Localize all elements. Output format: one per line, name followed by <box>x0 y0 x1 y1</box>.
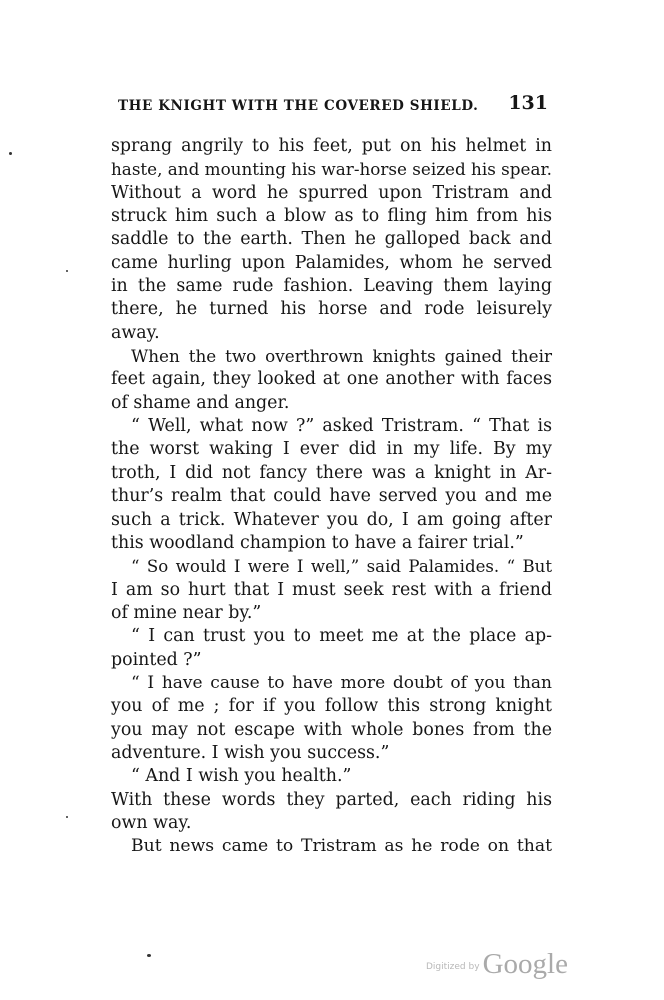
text-line: you of me ; for if you follow this strong knight <box>111 696 552 717</box>
text-line: I am so hurt that I must seek rest with a friend <box>111 579 552 600</box>
text-line: “ So would I were I well,” said Palamides. “ But <box>131 557 552 577</box>
text-line: came hurling upon Palamides, whom he served <box>111 252 552 273</box>
text-line: “ I can trust you to meet me at the place ap- <box>131 626 552 647</box>
text-line: “ Well, what now ?” asked Tristram. “ That is <box>131 416 552 437</box>
text-line: But news came to Tristram as he rode on that <box>131 836 552 857</box>
page-number: 131 <box>508 92 548 114</box>
text-line: of shame and anger. <box>111 392 290 413</box>
text-line: there, he turned his horse and rode leisurely <box>111 299 552 320</box>
running-title: THE KNIGHT WITH THE COVERED SHIELD. <box>118 98 479 114</box>
text-line: of mine near by.” <box>111 602 262 623</box>
scan-speck <box>66 816 68 818</box>
text-line: away. <box>111 322 160 343</box>
watermark-brand: Google <box>482 948 568 980</box>
text-line: haste, and mounting his war-horse seized his spear. <box>111 159 552 180</box>
scan-speck <box>147 954 151 957</box>
text-line: Without a word he spurred upon Tristram and <box>111 182 552 203</box>
body-text <box>111 135 552 859</box>
text-line: adventure. I wish you success.” <box>111 742 390 763</box>
scan-speck <box>9 152 12 155</box>
text-line: pointed ?” <box>111 649 202 670</box>
text-line: own way. <box>111 812 192 833</box>
watermark-prefix: Digitized by <box>426 962 480 972</box>
text-line: “ I have cause to have more doubt of you than <box>131 672 552 693</box>
text-line: With these words they parted, each riding his <box>111 789 552 810</box>
scan-speck <box>66 270 68 272</box>
text-line: in the same rude fashion. Leaving them laying <box>111 276 552 297</box>
text-line: troth, I did not fancy there was a knight in Ar- <box>111 462 552 483</box>
text-line: you may not escape with whole bones from the <box>111 719 552 740</box>
text-line: sprang angrily to his feet, put on his helmet in <box>111 136 552 156</box>
digitized-watermark <box>426 948 568 981</box>
text-line: thur’s realm that could have served you and me <box>111 486 552 507</box>
text-line: “ And I wish you health.” <box>131 766 352 787</box>
text-line: the worst waking I ever did in my life. By my <box>111 439 552 460</box>
text-line: this woodland champion to have a fairer trial.” <box>111 532 524 553</box>
text-line: struck him such a blow as to fling him from his <box>111 206 552 227</box>
text-line: feet again, they looked at one another with faces <box>111 369 552 390</box>
text-line: such a trick. Whatever you do, I am going after <box>111 509 552 530</box>
running-header <box>118 92 548 122</box>
text-line: When the two overthrown knights gained their <box>131 346 552 367</box>
text-line: saddle to the earth. Then he galloped back and <box>111 229 552 250</box>
